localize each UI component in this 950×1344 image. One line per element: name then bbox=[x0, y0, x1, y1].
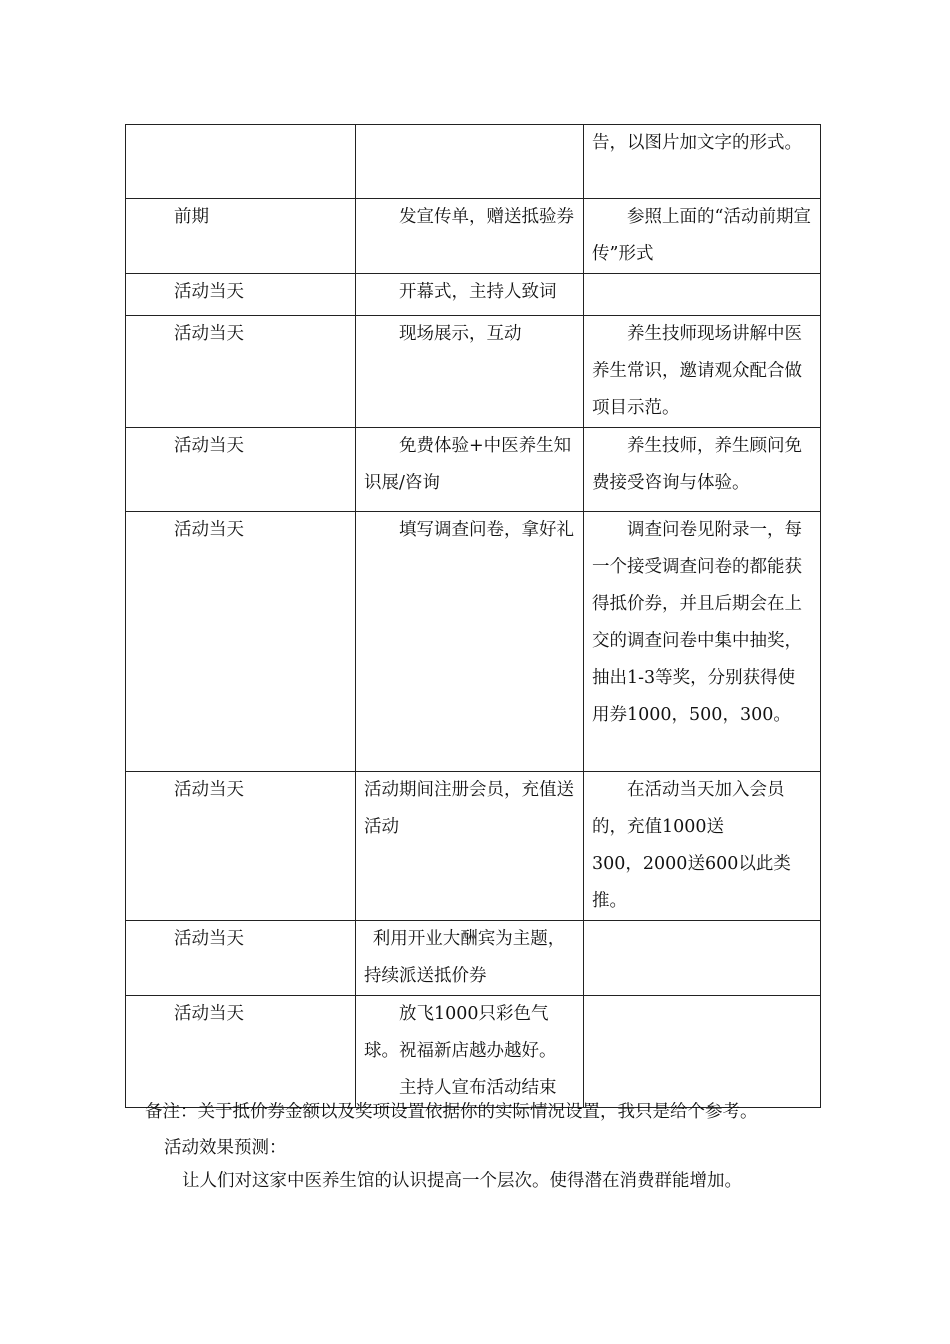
activity-cell bbox=[356, 274, 584, 316]
details-cell bbox=[584, 921, 821, 996]
table-row bbox=[126, 921, 821, 996]
details-cell bbox=[584, 199, 821, 274]
activity-cell bbox=[356, 996, 584, 1108]
phase-cell: 活动当天 bbox=[126, 772, 356, 921]
phase-cell: 前期 bbox=[126, 199, 356, 274]
details-cell bbox=[584, 772, 821, 921]
details-text: 调查问卷见附录一，每一个接受调查问卷的都能获得抵价券，并且后期会在上交的调查问卷中集中抽奖，抽出1-3等奖，分别获得使用券1000，500，300。 bbox=[592, 520, 802, 725]
table-row bbox=[126, 316, 821, 428]
details-cell bbox=[584, 512, 821, 772]
activity-text: 发宣传单，赠送抵验券 bbox=[399, 207, 574, 227]
forecast-text: 让人们对这家中医养生馆的认识提高一个层次。使得潜在消费群能增加。 bbox=[182, 1171, 742, 1191]
details-text: 养生技师现场讲解中医养生常识，邀请观众配合做项目示范。 bbox=[592, 324, 802, 418]
table-row bbox=[126, 512, 821, 772]
table-row bbox=[126, 772, 821, 921]
details-cell bbox=[584, 274, 821, 316]
table-row bbox=[126, 274, 821, 316]
table-row bbox=[126, 199, 821, 274]
activity-cell: 活动期间注册会员，充值送活动 bbox=[356, 772, 584, 921]
phase-cell: 活动当天 bbox=[126, 921, 356, 996]
activity-text-line: 主持人宣布活动结束 bbox=[399, 1078, 557, 1098]
details-cell bbox=[584, 316, 821, 428]
activity-text: 免费体验+中医养生知识展/咨询 bbox=[364, 436, 572, 493]
forecast-title: 活动效果预测： bbox=[164, 1138, 287, 1158]
details-text: 养生技师，养生顾问免费接受咨询与体验。 bbox=[592, 436, 802, 493]
activity-cell bbox=[356, 125, 584, 199]
details-cell bbox=[584, 428, 821, 512]
phase-cell bbox=[126, 125, 356, 199]
activity-cell bbox=[356, 921, 584, 996]
phase-cell: 活动当天 bbox=[126, 274, 356, 316]
details-text-line: 在活动当天加入会员的，充值1000送 bbox=[592, 780, 785, 837]
table-row bbox=[126, 125, 821, 199]
activity-text: 开幕式，主持人致词 bbox=[399, 282, 557, 302]
activity-plan-table bbox=[125, 124, 821, 1108]
phase-cell: 活动当天 bbox=[126, 996, 356, 1108]
activity-text: 填写调查问卷，拿好礼 bbox=[399, 520, 574, 540]
details-cell bbox=[584, 996, 821, 1108]
activity-text: 现场展示，互动 bbox=[399, 324, 522, 344]
activity-cell bbox=[356, 512, 584, 772]
table-row bbox=[126, 428, 821, 512]
details-text: 参照上面的“活动前期宣传”形式 bbox=[592, 207, 811, 264]
details-text: 告，以图片加文字的形式。 bbox=[592, 133, 802, 153]
activity-text: 利用开业大酬宾为主题，持续派送抵价券 bbox=[364, 929, 566, 986]
details-cell bbox=[584, 125, 821, 199]
activity-cell bbox=[356, 199, 584, 274]
phase-cell: 活动当天 bbox=[126, 316, 356, 428]
remark-text: 备注：关于抵价券金额以及奖项设置依据你的实际情况设置，我只是给个参考。 bbox=[145, 1102, 758, 1122]
table-row bbox=[126, 996, 821, 1108]
activity-cell bbox=[356, 428, 584, 512]
details-text-line: 300，2000送600以此类推。 bbox=[592, 854, 791, 911]
activity-text-line: 放飞1000只彩色气球。祝福新店越办越好。 bbox=[364, 1004, 557, 1061]
phase-cell: 活动当天 bbox=[126, 512, 356, 772]
phase-cell: 活动当天 bbox=[126, 428, 356, 512]
activity-cell bbox=[356, 316, 584, 428]
